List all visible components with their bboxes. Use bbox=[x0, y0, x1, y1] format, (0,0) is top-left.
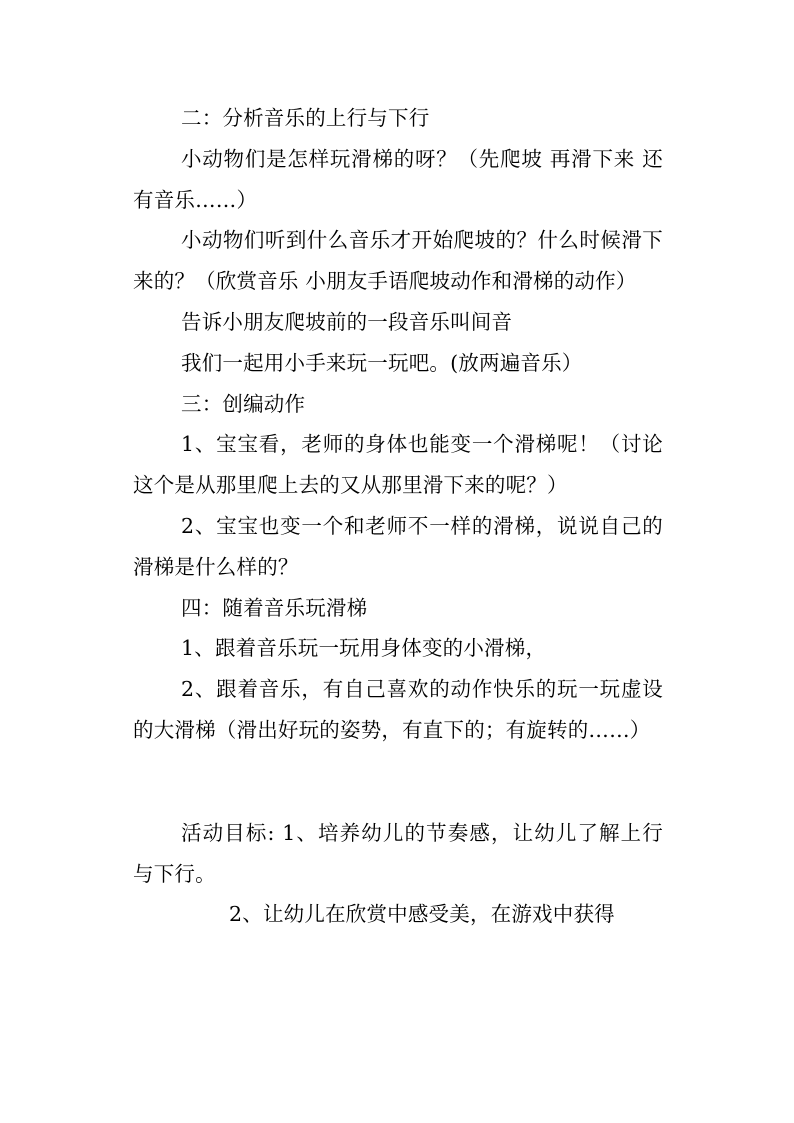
paragraph-create-1: 1、宝宝看，老师的身体也能变一个滑梯呢！（讨论这个是从那里爬上去的又从那里滑下来的呢？） bbox=[133, 432, 663, 498]
activity-goal-1: 活动目标: 1、培养幼儿的节奏感，让幼儿了解上行与下行。 bbox=[133, 820, 663, 886]
section-heading-create: 三：创编动作 bbox=[181, 391, 306, 416]
section-heading-analysis: 二：分析音乐的上行与下行 bbox=[181, 106, 430, 130]
paragraph-play-1: 1、跟着音乐玩一玩用身体变的小滑梯， bbox=[181, 636, 547, 661]
paragraph-play-together: 我们一起用小手来玩一玩吧。(放两遍音乐） bbox=[181, 350, 583, 375]
section-heading-play-music: 四：随着音乐玩滑梯 bbox=[181, 595, 368, 620]
document-body bbox=[133, 98, 663, 935]
paragraph-create-2: 2、宝宝也变一个和老师不一样的滑梯，说说自己的滑梯是什么样的？ bbox=[133, 513, 663, 579]
paragraph-play-2: 2、跟着音乐，有自己喜欢的动作快乐的玩一玩虚设的大滑梯（滑出好玩的姿势，有直下的；有旋转的……） bbox=[133, 677, 663, 742]
paragraph-interlude: 告诉小朋友爬坡前的一段音乐叫间音 bbox=[181, 309, 513, 334]
paragraph-question-music: 小动物们听到什么音乐才开始爬坡的？什么时候滑下来的？（欣赏音乐 小朋友手语爬坡动作和滑梯的动作） bbox=[133, 228, 663, 294]
activity-goal-2: 2、让幼儿在欣赏中感受美，在游戏中获得 bbox=[229, 902, 615, 927]
paragraph-question-play: 小动物们是怎样玩滑梯的呀？（先爬坡 再滑下来 还有音乐……） bbox=[133, 146, 663, 212]
section-gap bbox=[133, 751, 663, 813]
